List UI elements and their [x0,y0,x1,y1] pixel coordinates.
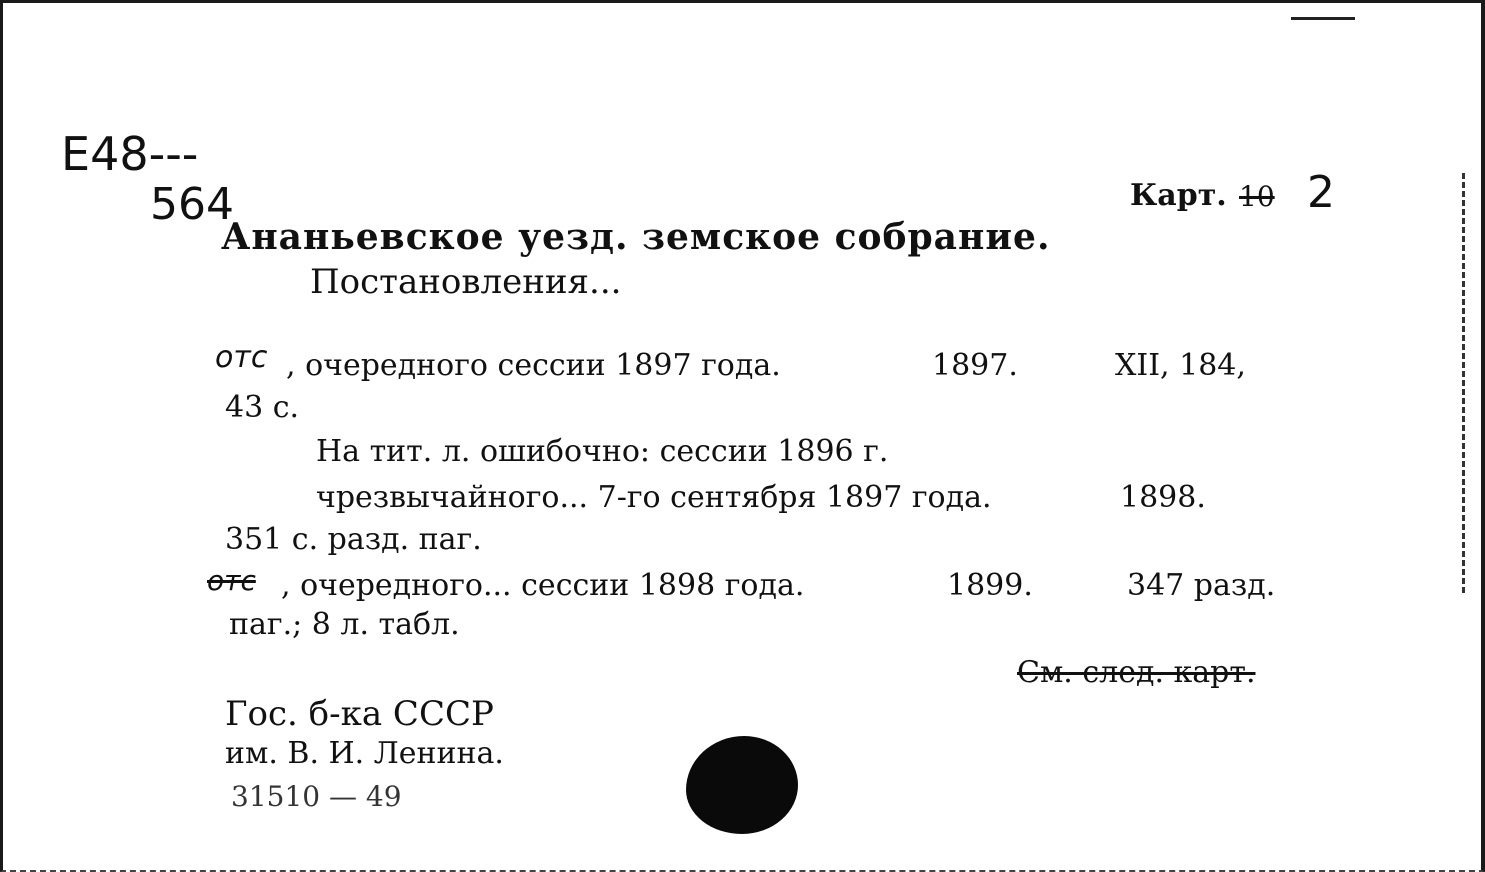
entry-3-year: 1899. [947,568,1033,603]
top-edge-mark [1291,17,1355,20]
entry-1-volume: XII, 184, [1115,348,1246,383]
entry-1-year: 1897. [932,348,1018,383]
entry-3-extent: паг.; 8 л. табл. [229,607,460,642]
entry-2-text: чрезвычайного... 7-го сентября 1897 года. [316,480,992,515]
call-number-line2: 564 [150,179,234,230]
right-edge-marks [1462,173,1471,593]
entry-2-year: 1898. [1120,480,1206,515]
library-line2: им. В. И. Ленина. [225,736,504,771]
entry-note: На тит. л. ошибочно: сессии 1896 г. [316,434,889,469]
entry-1-handwritten: отс [215,340,268,375]
card-label: Карт. [1130,178,1227,213]
library-line3: 31510 — 49 [231,780,402,813]
card-number-handwritten: 2 [1307,167,1335,218]
entry-3-text: , очередного... сессии 1898 года. [281,568,805,603]
library-line1: Гос. б-ка СССР [225,694,494,734]
entry-1-extent: 43 с. [225,390,300,425]
punch-hole [686,736,798,834]
entry-3-handwritten: отс [207,564,256,597]
title-line2: Постановления... [310,262,622,302]
call-number-line1: E48--- [61,127,199,181]
entry-2-extent: 351 с. разд. паг. [225,522,482,557]
entry-3-volume: 347 разд. [1127,568,1276,603]
entry-1-text: , очередного сессии 1897 года. [286,348,781,383]
title-line1: Ананьевское уезд. земское собрание. [221,216,1051,258]
see-next-card: См. след. карт. [1017,655,1256,690]
card-number-struck: 10 [1239,180,1275,213]
